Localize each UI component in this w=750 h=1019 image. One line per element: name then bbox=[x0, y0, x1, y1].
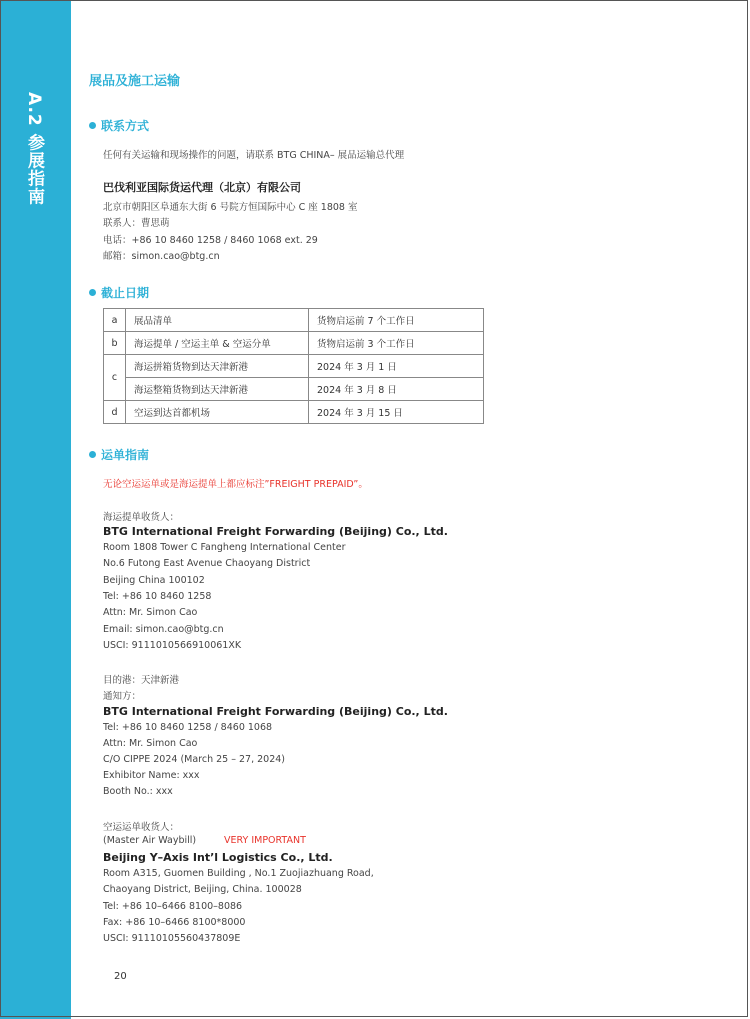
sea-line: Email: simon.cao@btg.cn bbox=[103, 624, 224, 635]
sea-consignee-company: BTG International Freight Forwarding (Beijing) Co., Ltd. bbox=[103, 525, 448, 538]
air-line: Room A315, Guomen Building , No.1 Zuojiazhuang Road, bbox=[103, 868, 374, 879]
table-row bbox=[104, 401, 484, 424]
notify-line: Tel: +86 10 8460 1258 / 8460 1068 bbox=[103, 722, 273, 733]
notify-line: Booth No.: xxx bbox=[103, 786, 173, 797]
sea-line: Tel: +86 10 8460 1258 bbox=[103, 591, 212, 602]
row-value: 2024 年 3 月 15 日 bbox=[309, 401, 484, 424]
page-number: 20 bbox=[114, 971, 127, 982]
section-deadline-title: 截止日期 bbox=[101, 286, 150, 300]
row-key: c bbox=[104, 355, 126, 401]
row-key: a bbox=[104, 309, 126, 332]
table-row bbox=[104, 309, 484, 332]
row-value: 货物启运前 3 个工作日 bbox=[309, 332, 484, 355]
notify-line: Exhibitor Name: xxx bbox=[103, 770, 200, 781]
section-contact-heading bbox=[89, 117, 149, 134]
deadline-table bbox=[103, 308, 484, 424]
row-key: d bbox=[104, 401, 126, 424]
air-consignee-company: Beijing Y–Axis Int’l Logistics Co., Ltd. bbox=[103, 851, 333, 864]
air-line: Chaoyang District, Beijing, China. 100028 bbox=[103, 884, 302, 895]
notify-company: BTG International Freight Forwarding (Beijing) Co., Ltd. bbox=[103, 705, 448, 718]
row-value: 2024 年 3 月 8 日 bbox=[309, 378, 484, 401]
air-line: USCI: 91110105560437809E bbox=[103, 933, 241, 944]
contact-address: 北京市朝阳区阜通东大街 6 号院方恒国际中心 C 座 1808 室 bbox=[103, 202, 358, 213]
bullet-dot-icon bbox=[89, 289, 96, 296]
row-item: 空运到达首都机场 bbox=[126, 401, 309, 424]
bullet-dot-icon bbox=[89, 451, 96, 458]
row-key: b bbox=[104, 332, 126, 355]
section-waybill-title: 运单指南 bbox=[101, 448, 150, 462]
sea-line: No.6 Futong East Avenue Chaoyang District bbox=[103, 558, 311, 569]
contact-intro: 任何有关运输和现场操作的问题，请联系 BTG CHINA– 展品运输总代理 bbox=[103, 150, 405, 161]
notify-line: Attn: Mr. Simon Cao bbox=[103, 738, 198, 749]
section-waybill-heading bbox=[89, 446, 149, 463]
sea-consignee-label: 海运提单收货人： bbox=[103, 512, 180, 523]
notify-line: C/O CIPPE 2024 (March 25 – 27, 2024) bbox=[103, 754, 286, 765]
row-value: 货物启运前 7 个工作日 bbox=[309, 309, 484, 332]
notify-label: 通知方： bbox=[103, 691, 142, 702]
sidebar-band bbox=[0, 0, 71, 1019]
air-consignee-label: 空运运单收货人： bbox=[103, 822, 180, 833]
contact-email: 邮箱：simon.cao@btg.cn bbox=[103, 251, 220, 262]
sidebar-label: A.2 参展指南 bbox=[24, 92, 44, 206]
air-important-label: VERY IMPORTANT bbox=[224, 835, 306, 846]
sea-line: USCI: 9111010566910061XK bbox=[103, 640, 242, 651]
table-row bbox=[104, 332, 484, 355]
contact-company: 巴伐利亚国际货运代理（北京）有限公司 bbox=[103, 181, 301, 194]
sea-line: Beijing China 100102 bbox=[103, 575, 205, 586]
page-title: 展品及施工运输 bbox=[89, 74, 181, 89]
air-line: Fax: +86 10–6466 8100*8000 bbox=[103, 917, 246, 928]
row-item: 海运拼箱货物到达天津新港 bbox=[126, 355, 309, 378]
section-contact-title: 联系方式 bbox=[101, 119, 150, 133]
section-deadline-heading bbox=[89, 284, 149, 301]
table-row bbox=[104, 355, 484, 378]
table-row bbox=[104, 378, 484, 401]
waybill-notice: 无论空运运单或是海运提单上都应标注”FREIGHT PREPAID”。 bbox=[103, 479, 368, 490]
sea-line: Room 1808 Tower C Fangheng International Center bbox=[103, 542, 346, 553]
air-master-waybill: (Master Air Waybill) bbox=[103, 835, 197, 846]
air-line: Tel: +86 10–6466 8100–8086 bbox=[103, 901, 243, 912]
row-item: 海运整箱货物到达天津新港 bbox=[126, 378, 309, 401]
sea-line: Attn: Mr. Simon Cao bbox=[103, 607, 198, 618]
row-value: 2024 年 3 月 1 日 bbox=[309, 355, 484, 378]
row-item: 展品清单 bbox=[126, 309, 309, 332]
row-item: 海运提单 / 空运主单 & 空运分单 bbox=[126, 332, 309, 355]
destination-port: 目的港：天津新港 bbox=[103, 675, 180, 686]
bullet-dot-icon bbox=[89, 122, 96, 129]
contact-person: 联系人：曹思萌 bbox=[103, 218, 170, 229]
page-content bbox=[71, 0, 750, 1019]
contact-phone: 电话：+86 10 8460 1258 / 8460 1068 ext. 29 bbox=[103, 235, 318, 246]
